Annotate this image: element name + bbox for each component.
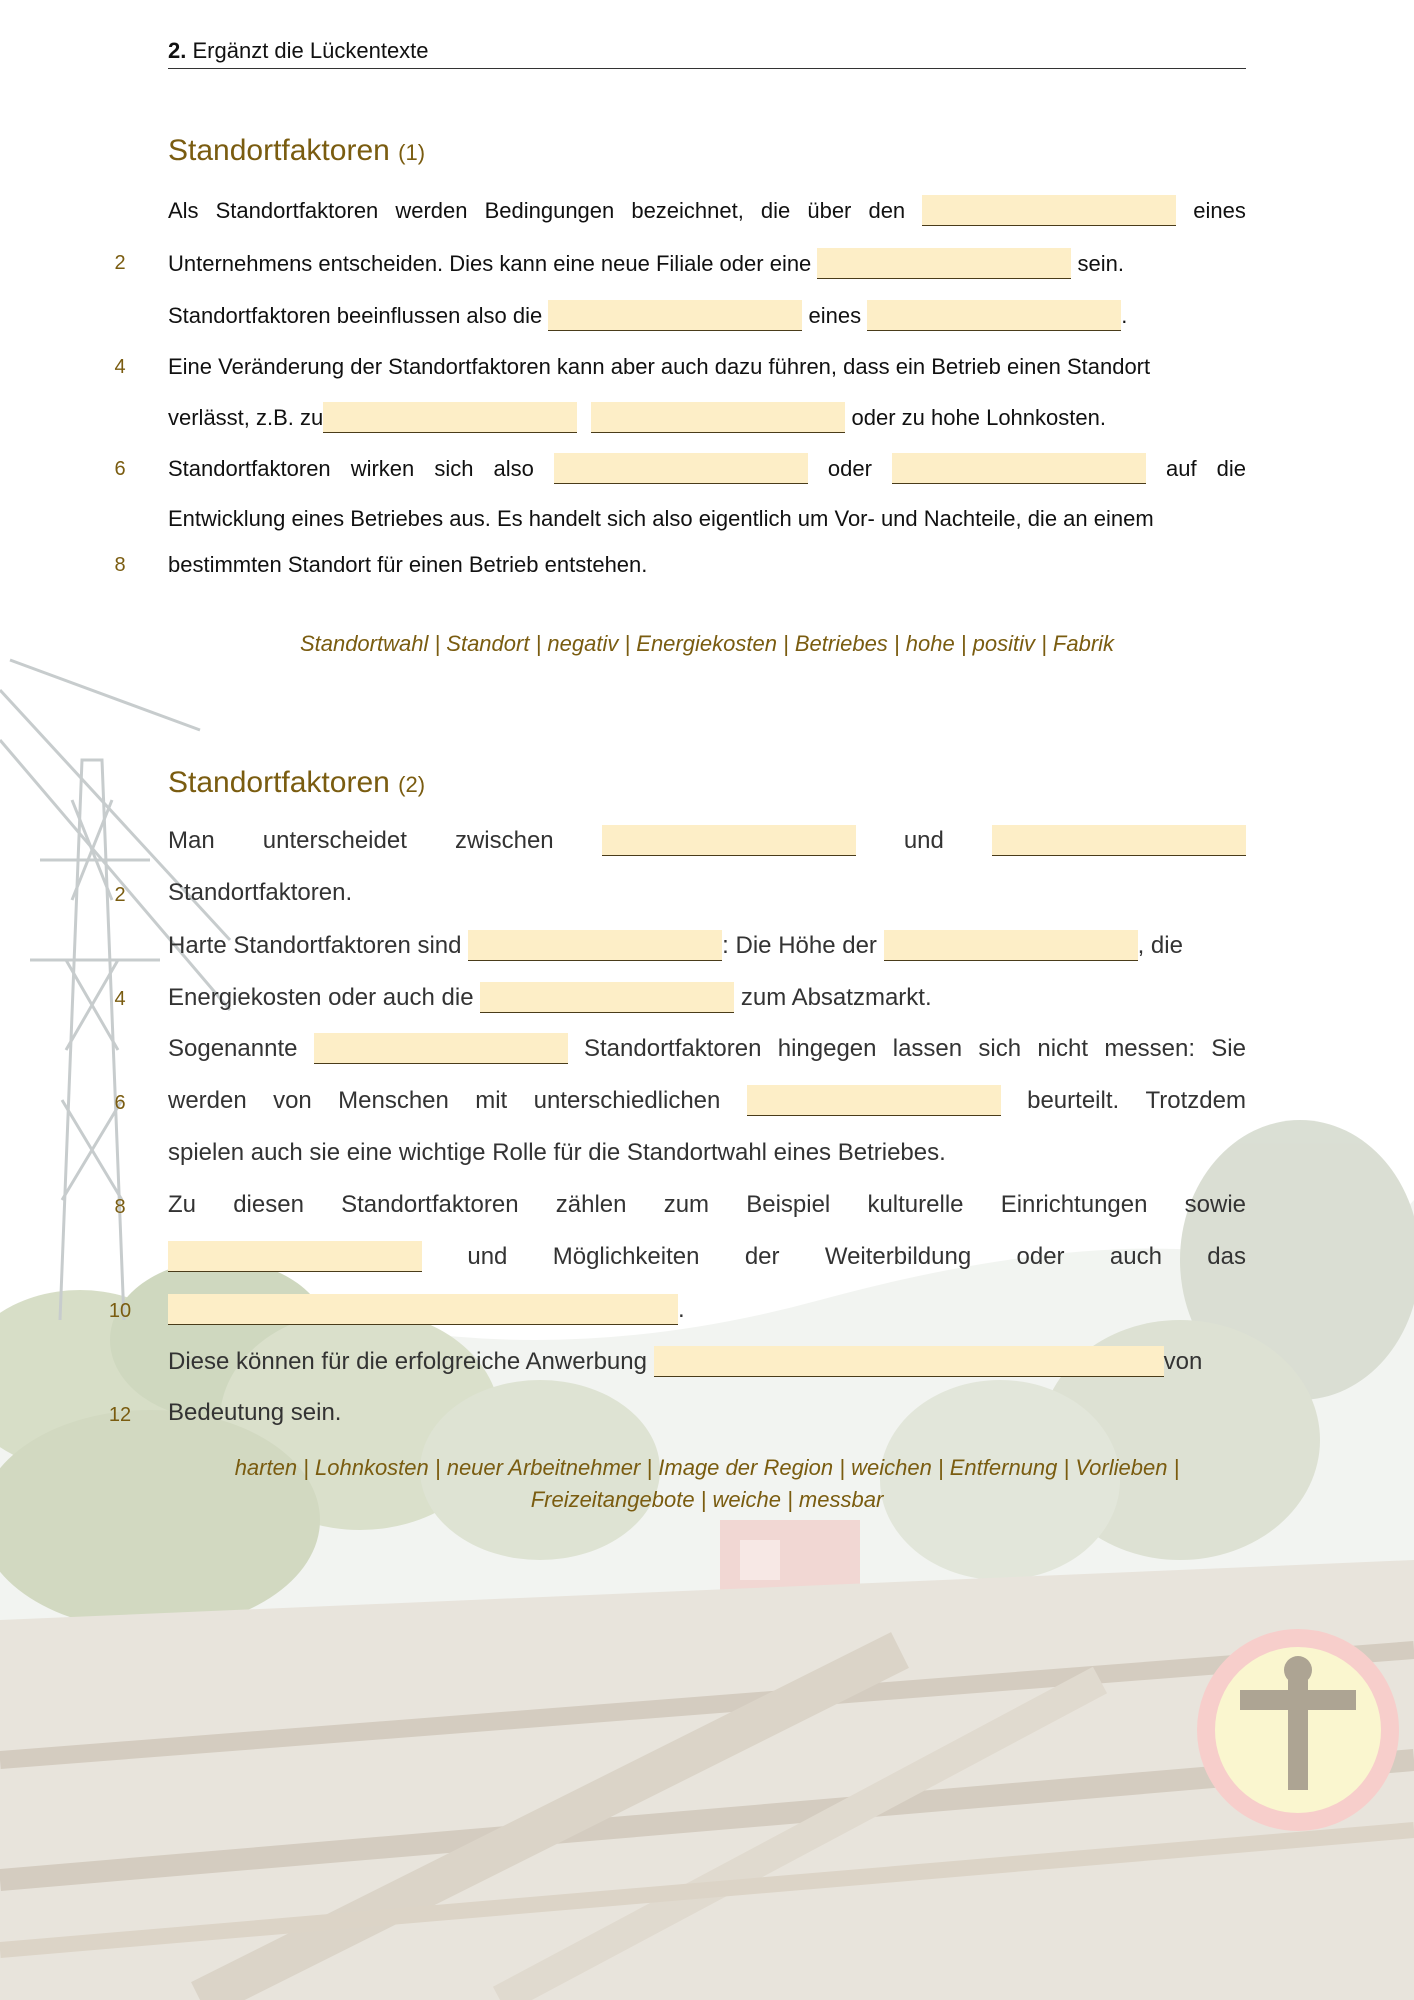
s2-line-10 bbox=[168, 1294, 1246, 1324]
blank-field[interactable] bbox=[922, 195, 1176, 226]
blank-field[interactable] bbox=[168, 1294, 678, 1325]
text: über bbox=[807, 198, 852, 223]
text: das bbox=[1207, 1243, 1246, 1270]
s1-line-5 bbox=[168, 402, 1246, 432]
text: eines bbox=[808, 303, 862, 328]
blank-field[interactable] bbox=[168, 1241, 422, 1272]
text: auf bbox=[1166, 456, 1197, 481]
text: Bedingungen bbox=[484, 198, 615, 223]
text: Man bbox=[168, 827, 215, 854]
s1-line-2 bbox=[168, 248, 1246, 278]
text: Möglichkeiten bbox=[552, 1243, 700, 1270]
text: die bbox=[760, 198, 791, 223]
s2-line-5 bbox=[168, 1034, 1246, 1064]
text: und bbox=[467, 1243, 508, 1270]
s2-line-6 bbox=[168, 1086, 1246, 1116]
text: hingegen bbox=[777, 1035, 877, 1062]
section-1-title-text: Standortfaktoren bbox=[168, 134, 390, 167]
s1-line-1 bbox=[168, 196, 1246, 226]
text: Sie bbox=[1211, 1035, 1246, 1062]
text: Zu bbox=[168, 1191, 197, 1218]
text: sein. bbox=[1077, 251, 1125, 276]
s2-line-9 bbox=[168, 1242, 1246, 1272]
line-number: 10 bbox=[108, 1300, 132, 1322]
text: Menschen bbox=[338, 1087, 449, 1114]
word-bank-2-line-2: Freizeitangebote | weiche | messbar bbox=[530, 1487, 884, 1512]
s1-line-4: Eine Veränderung der Standortfaktoren kann aber auch dazu führen, dass ein Betrieb einen Standort bbox=[168, 354, 1151, 379]
text: die bbox=[1216, 456, 1246, 481]
text: diesen bbox=[233, 1191, 304, 1218]
line-number: 6 bbox=[114, 458, 126, 480]
exercise-number: 2. bbox=[168, 38, 187, 63]
text: Harte Standortfaktoren sind bbox=[168, 932, 462, 959]
blank-field[interactable] bbox=[468, 930, 722, 961]
text: also bbox=[493, 456, 534, 481]
text: zählen bbox=[555, 1191, 627, 1218]
text: unterschiedlichen bbox=[533, 1087, 721, 1114]
blank-field[interactable] bbox=[884, 930, 1138, 961]
word-bank-2-line-1: harten | Lohnkosten | neuer Arbeitnehmer | Image der Region | weichen | Entfernung | Vorlieben | bbox=[234, 1455, 1180, 1480]
text: sich bbox=[978, 1035, 1022, 1062]
blank-field[interactable] bbox=[480, 982, 734, 1013]
blank-field[interactable] bbox=[867, 300, 1121, 331]
text: Energiekosten oder auch die bbox=[168, 984, 474, 1011]
word-bank-2 bbox=[168, 1452, 1246, 1516]
blank-field[interactable] bbox=[992, 825, 1246, 856]
text: und bbox=[903, 827, 944, 854]
text: beurteilt. bbox=[1027, 1087, 1120, 1114]
blank-field[interactable] bbox=[591, 402, 845, 433]
s2-line-11 bbox=[168, 1346, 1246, 1376]
text: Weiterbildung bbox=[824, 1243, 972, 1270]
line-number: 4 bbox=[114, 988, 126, 1010]
exercise-title: Ergänzt die Lückentexte bbox=[192, 38, 429, 63]
text: der bbox=[744, 1243, 780, 1270]
text: mit bbox=[475, 1087, 508, 1114]
text: nicht bbox=[1037, 1035, 1089, 1062]
text: messen: bbox=[1104, 1035, 1196, 1062]
text: Standortfaktoren bbox=[584, 1035, 762, 1062]
text: Als bbox=[168, 198, 199, 223]
line-number: 8 bbox=[114, 554, 126, 576]
blank-field[interactable] bbox=[654, 1346, 1164, 1377]
text: werden bbox=[395, 198, 468, 223]
blank-field[interactable] bbox=[323, 402, 577, 433]
text: Standortfaktoren beeinflussen also die bbox=[168, 303, 543, 328]
text: zum bbox=[663, 1191, 710, 1218]
text: unterscheidet bbox=[262, 827, 407, 854]
text: Beispiel bbox=[746, 1191, 831, 1218]
text: zum Absatzmarkt. bbox=[740, 984, 932, 1011]
text: kulturelle bbox=[867, 1191, 964, 1218]
text: Sogenannte bbox=[168, 1035, 298, 1062]
text: sowie bbox=[1184, 1191, 1246, 1218]
text: Standortfaktoren bbox=[341, 1191, 519, 1218]
text: Standortfaktoren bbox=[215, 198, 379, 223]
text: oder bbox=[1016, 1243, 1065, 1270]
text: lassen bbox=[892, 1035, 963, 1062]
s2-line-8 bbox=[168, 1190, 1246, 1220]
line-number: 4 bbox=[114, 356, 126, 378]
text: wirken bbox=[350, 456, 415, 481]
s1-line-8: bestimmten Standort für einen Betrieb entstehen. bbox=[168, 552, 648, 577]
blank-field[interactable] bbox=[548, 300, 802, 331]
text: zwischen bbox=[454, 827, 554, 854]
line-number: 12 bbox=[108, 1404, 132, 1426]
text: werden bbox=[168, 1087, 247, 1114]
text: verlässt, z.B. zu bbox=[168, 405, 324, 430]
text: eines bbox=[1193, 198, 1246, 223]
s2-line-3 bbox=[168, 930, 1246, 960]
blank-field[interactable] bbox=[817, 248, 1071, 279]
page-header bbox=[168, 36, 1246, 69]
section-2-title bbox=[168, 766, 425, 800]
blank-field[interactable] bbox=[747, 1085, 1001, 1116]
text: sich bbox=[434, 456, 474, 481]
s2-line-7: spielen auch sie eine wichtige Rolle für die Standortwahl eines Betriebes. bbox=[168, 1139, 946, 1166]
section-2-title-suffix: (2) bbox=[398, 772, 426, 797]
s2-line-1 bbox=[168, 826, 1246, 856]
text: : Die Höhe der bbox=[722, 932, 877, 959]
s1-line-7: Entwicklung eines Betriebes aus. Es handelt sich also eigentlich um Vor- und Nachteile, die an einem bbox=[168, 506, 1154, 531]
text: Einrichtungen bbox=[1000, 1191, 1148, 1218]
blank-field[interactable] bbox=[602, 825, 856, 856]
text: Unternehmens entscheiden. Dies kann eine neue Filiale oder eine bbox=[168, 251, 812, 276]
s2-line-4 bbox=[168, 982, 1246, 1012]
section-1-title-suffix: (1) bbox=[398, 140, 426, 165]
text: oder bbox=[827, 456, 872, 481]
line-number: 8 bbox=[114, 1196, 126, 1218]
section-1-title bbox=[168, 134, 425, 168]
text: Diese können für die erfolgreiche Anwerbung bbox=[168, 1348, 647, 1375]
blank-field[interactable] bbox=[314, 1033, 568, 1064]
text: Trotzdem bbox=[1145, 1087, 1246, 1114]
s2-line-2: Standortfaktoren. bbox=[168, 879, 353, 906]
line-number: 6 bbox=[114, 1092, 126, 1114]
text: von bbox=[1163, 1348, 1203, 1375]
text: bezeichnet, bbox=[631, 198, 744, 223]
s1-line-6 bbox=[168, 454, 1246, 484]
line-number: 2 bbox=[114, 884, 126, 906]
text: oder zu hohe Lohnkosten. bbox=[851, 405, 1106, 430]
line-number: 2 bbox=[114, 252, 126, 274]
section-2-title-text: Standortfaktoren bbox=[168, 766, 390, 799]
text: den bbox=[868, 198, 906, 223]
blank-field[interactable] bbox=[554, 453, 808, 484]
text: . bbox=[678, 1296, 685, 1323]
text: . bbox=[1121, 303, 1128, 328]
text: auch bbox=[1109, 1243, 1162, 1270]
text: , die bbox=[1137, 932, 1183, 959]
text: Standortfaktoren bbox=[168, 456, 331, 481]
s1-line-3 bbox=[168, 300, 1246, 330]
text: von bbox=[273, 1087, 312, 1114]
word-bank-1: Standortwahl | Standort | negativ | Energiekosten | Betriebes | hohe | positiv | Fabrik bbox=[299, 631, 1115, 656]
blank-field[interactable] bbox=[892, 453, 1146, 484]
s2-line-12: Bedeutung sein. bbox=[168, 1399, 342, 1426]
